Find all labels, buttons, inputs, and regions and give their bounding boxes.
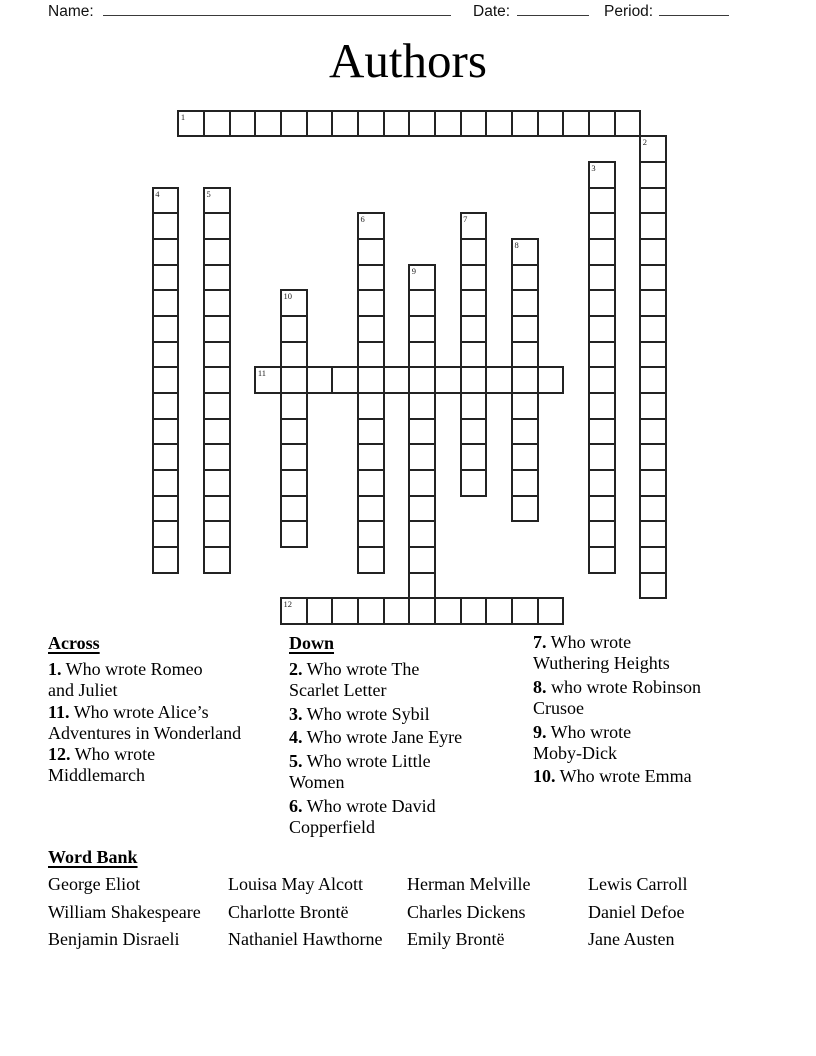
crossword-cell[interactable] xyxy=(460,469,488,497)
crossword-cell[interactable] xyxy=(537,366,565,394)
word-bank-column xyxy=(48,874,201,957)
crossword-cell[interactable] xyxy=(588,212,616,240)
crossword-cell[interactable] xyxy=(357,264,385,292)
clue-line: Women xyxy=(289,772,345,793)
clue-number-label: 4. xyxy=(289,727,303,748)
cell-number: 3 xyxy=(591,163,596,174)
cell-number: 6 xyxy=(360,214,365,225)
clue-line: and Juliet xyxy=(48,680,118,701)
clue-line: 7. Who wrote xyxy=(533,632,632,652)
crossword-cell[interactable] xyxy=(639,315,667,343)
crossword-cell[interactable] xyxy=(152,212,180,240)
word-bank-item: Benjamin Disraeli xyxy=(48,929,180,950)
crossword-cell[interactable] xyxy=(460,366,488,394)
crossword-cell[interactable] xyxy=(152,443,180,471)
crossword-cell[interactable] xyxy=(408,366,436,394)
clue-6 xyxy=(289,796,534,839)
word-bank-item: Louisa May Alcott xyxy=(228,874,363,894)
crossword-cell[interactable] xyxy=(203,315,231,343)
crossword-cell[interactable] xyxy=(280,469,308,497)
down-clues-column-2 xyxy=(533,632,778,790)
crossword-cell[interactable] xyxy=(280,110,308,138)
crossword-cell[interactable] xyxy=(203,289,231,317)
crossword-cell[interactable] xyxy=(357,418,385,446)
crossword-cell[interactable] xyxy=(434,597,462,625)
clue-number-label: 7. xyxy=(533,632,547,652)
clue-line: 8. who wrote Robinson xyxy=(533,676,701,697)
clue-line: 6. Who wrote David xyxy=(289,795,436,816)
crossword-cell[interactable] xyxy=(639,289,667,317)
word-bank-item: Daniel Defoe xyxy=(588,901,685,922)
crossword-cell[interactable] xyxy=(460,392,488,420)
cell-number: 8 xyxy=(514,240,519,250)
crossword-cell[interactable] xyxy=(203,366,231,394)
crossword-cell[interactable] xyxy=(460,110,488,138)
crossword-cell[interactable] xyxy=(639,187,667,215)
crossword-cell[interactable] xyxy=(280,597,308,625)
crossword-cell[interactable] xyxy=(203,341,231,369)
crossword-cell[interactable] xyxy=(408,341,436,369)
crossword-cell[interactable] xyxy=(639,520,667,548)
word-bank-heading: Word Bank xyxy=(48,847,138,867)
crossword-cell[interactable] xyxy=(383,110,411,138)
crossword-cell[interactable] xyxy=(511,264,539,292)
crossword-cell[interactable] xyxy=(639,135,667,163)
crossword-cell[interactable] xyxy=(485,110,513,138)
crossword-cell[interactable] xyxy=(254,110,282,138)
crossword-cell[interactable] xyxy=(254,366,282,394)
crossword-cell[interactable] xyxy=(511,366,539,394)
word-bank-item: Herman Melville xyxy=(407,874,531,894)
clue-10 xyxy=(533,766,778,787)
word-bank-item: Jane Austen xyxy=(588,929,675,950)
clue-line: 12. Who wrote xyxy=(48,744,156,765)
word-bank-item: Lewis Carroll xyxy=(588,874,688,894)
cell-number: 12 xyxy=(283,599,292,610)
crossword-cell[interactable] xyxy=(434,366,462,394)
crossword-cell[interactable] xyxy=(203,418,231,446)
word-bank-column xyxy=(407,874,530,957)
across-clue-list xyxy=(48,659,293,787)
word-bank-item: Charlotte Brontë xyxy=(228,901,349,922)
crossword-cell[interactable] xyxy=(639,264,667,292)
crossword-cell[interactable] xyxy=(152,418,180,446)
crossword-cell[interactable] xyxy=(203,495,231,523)
crossword-cell[interactable] xyxy=(357,469,385,497)
name-label: Name: xyxy=(48,3,94,20)
clue-number-label: 3. xyxy=(289,703,303,724)
crossword-cell[interactable] xyxy=(357,443,385,471)
crossword-cell[interactable] xyxy=(511,341,539,369)
crossword-cell[interactable] xyxy=(152,546,180,574)
word-bank-item: William Shakespeare xyxy=(48,901,201,922)
crossword-cell[interactable] xyxy=(460,597,488,625)
crossword-cell[interactable] xyxy=(203,264,231,292)
clue-line: Adventures in Wonderland xyxy=(48,722,242,743)
crossword-cell[interactable] xyxy=(588,366,616,394)
crossword-cell[interactable] xyxy=(639,546,667,574)
clue-line: 2. Who wrote The xyxy=(289,659,420,679)
clue-11 xyxy=(48,702,293,745)
clue-line: 1. Who wrote Romeo xyxy=(48,659,203,679)
crossword-cell[interactable] xyxy=(152,366,180,394)
crossword-cell[interactable] xyxy=(280,315,308,343)
clue-12 xyxy=(48,744,293,787)
crossword-cell[interactable] xyxy=(588,187,616,215)
crossword-cell[interactable] xyxy=(203,110,231,138)
clue-9 xyxy=(533,722,778,765)
clue-number-label: 6. xyxy=(289,795,303,816)
crossword-cell[interactable] xyxy=(331,597,359,625)
crossword-cell[interactable] xyxy=(152,520,180,548)
clue-line: Crusoe xyxy=(533,698,584,719)
crossword-cell[interactable] xyxy=(434,110,462,138)
down-clue-list-1 xyxy=(289,659,534,838)
clue-line: 9. Who wrote xyxy=(533,721,632,742)
down-heading: Down xyxy=(289,633,335,653)
crossword-cell[interactable] xyxy=(511,315,539,343)
crossword-cell[interactable] xyxy=(280,366,308,394)
crossword-cell[interactable] xyxy=(588,238,616,266)
word-bank-item: Nathaniel Hawthorne xyxy=(228,929,383,950)
crossword-cell[interactable] xyxy=(588,264,616,292)
crossword-cell[interactable] xyxy=(588,289,616,317)
cell-number: 10 xyxy=(283,291,292,302)
crossword-cell[interactable] xyxy=(306,366,334,394)
crossword-cell[interactable] xyxy=(331,110,359,138)
cell-number: 5 xyxy=(206,188,211,199)
crossword-cell[interactable] xyxy=(537,110,565,138)
cell-number: 11 xyxy=(257,368,267,379)
clue-line: 5. Who wrote Little xyxy=(289,750,431,771)
clue-line: Middlemarch xyxy=(48,765,145,786)
crossword-cell[interactable] xyxy=(408,315,436,343)
clue-8 xyxy=(533,677,778,720)
crossword-cell[interactable] xyxy=(460,238,488,266)
clue-line: Moby-Dick xyxy=(533,742,617,763)
crossword-cell[interactable] xyxy=(203,392,231,420)
word-bank-column xyxy=(228,874,382,957)
clue-line: 3. Who wrote Sybil xyxy=(289,703,430,724)
crossword-cell[interactable] xyxy=(460,418,488,446)
crossword-cell[interactable] xyxy=(639,392,667,420)
clue-3 xyxy=(289,704,534,725)
crossword-cell[interactable] xyxy=(511,597,539,625)
crossword-cell[interactable] xyxy=(408,264,436,292)
crossword-cell[interactable] xyxy=(306,110,334,138)
crossword-cell[interactable] xyxy=(357,597,385,625)
crossword-cell[interactable] xyxy=(280,418,308,446)
crossword-cell[interactable] xyxy=(152,315,180,343)
clue-line: Copperfield xyxy=(289,816,375,837)
crossword-cell[interactable] xyxy=(383,366,411,394)
crossword-cell[interactable] xyxy=(408,520,436,548)
crossword-cell[interactable] xyxy=(383,597,411,625)
crossword-cell[interactable] xyxy=(306,597,334,625)
cell-number: 7 xyxy=(463,214,468,225)
crossword-cell[interactable] xyxy=(357,546,385,574)
crossword-cell[interactable] xyxy=(614,110,642,138)
clue-number-label: 11. xyxy=(48,701,70,722)
clue-number-label: 8. xyxy=(533,676,547,697)
clue-number-label: 9. xyxy=(533,721,547,742)
crossword-cell[interactable] xyxy=(408,597,436,625)
clue-1 xyxy=(48,659,293,702)
crossword-cell[interactable] xyxy=(588,520,616,548)
crossword-cell[interactable] xyxy=(511,289,539,317)
crossword-cell[interactable] xyxy=(588,161,616,189)
crossword-cell[interactable] xyxy=(639,238,667,266)
across-heading: Across xyxy=(48,633,100,653)
crossword-cell[interactable] xyxy=(203,212,231,240)
cell-number: 4 xyxy=(155,188,160,199)
crossword-cell[interactable] xyxy=(408,546,436,574)
clue-number-label: 5. xyxy=(289,750,303,771)
crossword-cell[interactable] xyxy=(588,495,616,523)
crossword-cell[interactable] xyxy=(537,597,565,625)
crossword-cell[interactable] xyxy=(639,366,667,394)
clue-line: Wuthering Heights xyxy=(533,653,670,674)
crossword-cell[interactable] xyxy=(485,597,513,625)
crossword-cell[interactable] xyxy=(460,341,488,369)
cell-number: 2 xyxy=(642,137,647,148)
crossword-cell[interactable] xyxy=(408,418,436,446)
crossword-cell[interactable] xyxy=(357,238,385,266)
crossword-cell[interactable] xyxy=(331,366,359,394)
crossword-cell[interactable] xyxy=(639,212,667,240)
cell-number: 9 xyxy=(411,265,417,276)
crossword-cell[interactable] xyxy=(588,341,616,369)
crossword-cell[interactable] xyxy=(639,572,667,600)
crossword-cell[interactable] xyxy=(460,264,488,292)
crossword-cell[interactable] xyxy=(460,212,488,240)
crossword-cell[interactable] xyxy=(357,110,385,138)
crossword-cell[interactable] xyxy=(152,341,180,369)
crossword-cell[interactable] xyxy=(460,315,488,343)
crossword-cell[interactable] xyxy=(511,110,539,138)
crossword-cell[interactable] xyxy=(152,187,180,215)
crossword-cell[interactable] xyxy=(408,572,436,600)
crossword-cell[interactable] xyxy=(408,289,436,317)
word-bank xyxy=(48,846,796,950)
crossword-cell[interactable] xyxy=(203,187,231,215)
crossword-cell[interactable] xyxy=(152,495,180,523)
crossword-cell[interactable] xyxy=(357,392,385,420)
crossword-cell[interactable] xyxy=(357,212,385,240)
across-clues-column xyxy=(48,632,293,787)
crossword-cell[interactable] xyxy=(511,392,539,420)
crossword-cell[interactable] xyxy=(203,469,231,497)
crossword-cell[interactable] xyxy=(357,341,385,369)
clue-line: 10. Who wrote Emma xyxy=(533,766,692,787)
crossword-cell[interactable] xyxy=(562,110,590,138)
clue-number-label: 1. xyxy=(48,659,62,679)
crossword-cell[interactable] xyxy=(280,520,308,548)
crossword-cell[interactable] xyxy=(588,443,616,471)
word-bank-item: Emily Brontë xyxy=(407,929,505,950)
crossword-cell[interactable] xyxy=(152,469,180,497)
crossword-cell[interactable] xyxy=(639,469,667,497)
crossword-cell[interactable] xyxy=(152,238,180,266)
crossword-cell[interactable] xyxy=(203,238,231,266)
down-clues-column-1 xyxy=(289,632,534,840)
crossword-cell[interactable] xyxy=(588,469,616,497)
crossword-cell[interactable] xyxy=(203,443,231,471)
crossword-cell[interactable] xyxy=(280,495,308,523)
crossword-cell[interactable] xyxy=(357,289,385,317)
crossword-cell[interactable] xyxy=(357,520,385,548)
clue-number-label: 10. xyxy=(533,766,556,787)
crossword-cell[interactable] xyxy=(177,110,205,138)
crossword-cell[interactable] xyxy=(280,392,308,420)
crossword-cell[interactable] xyxy=(511,418,539,446)
crossword-cell[interactable] xyxy=(357,495,385,523)
crossword-cell[interactable] xyxy=(511,469,539,497)
crossword-cell[interactable] xyxy=(357,315,385,343)
crossword-cell[interactable] xyxy=(408,110,436,138)
crossword-cell[interactable] xyxy=(280,341,308,369)
crossword-cell[interactable] xyxy=(280,289,308,317)
worksheet-title: Authors xyxy=(329,33,487,88)
clue-line: 11. Who wrote Alice’s xyxy=(48,701,209,722)
cell-number: 1 xyxy=(180,111,186,122)
clue-7 xyxy=(533,632,778,675)
clue-4 xyxy=(289,727,534,748)
crossword-cell[interactable] xyxy=(588,392,616,420)
crossword-cell[interactable] xyxy=(152,264,180,292)
clue-line: 4. Who wrote Jane Eyre xyxy=(289,727,463,748)
crossword-cell[interactable] xyxy=(588,418,616,446)
clue-2 xyxy=(289,659,534,702)
crossword-cell[interactable] xyxy=(152,392,180,420)
clue-5 xyxy=(289,751,534,794)
crossword-cell[interactable] xyxy=(639,495,667,523)
clue-number-label: 12. xyxy=(48,744,71,765)
crossword-cell[interactable] xyxy=(229,110,257,138)
word-bank-item: George Eliot xyxy=(48,874,141,894)
crossword-cell[interactable] xyxy=(511,238,539,266)
period-label: Period: xyxy=(604,3,654,20)
clue-number-label: 2. xyxy=(289,659,303,679)
date-label: Date: xyxy=(473,3,511,20)
crossword-cell[interactable] xyxy=(511,443,539,471)
crossword-cell[interactable] xyxy=(408,469,436,497)
clue-line: Scarlet Letter xyxy=(289,680,387,701)
crossword-cell[interactable] xyxy=(203,546,231,574)
crossword-cell[interactable] xyxy=(408,495,436,523)
crossword-cell[interactable] xyxy=(357,366,385,394)
crossword-cell[interactable] xyxy=(460,443,488,471)
crossword-cell[interactable] xyxy=(485,366,513,394)
crossword-cell[interactable] xyxy=(460,289,488,317)
crossword-cell[interactable] xyxy=(408,443,436,471)
word-bank-item: Charles Dickens xyxy=(407,901,526,922)
crossword-cell[interactable] xyxy=(203,520,231,548)
crossword-cell[interactable] xyxy=(511,495,539,523)
crossword-cell[interactable] xyxy=(588,110,616,138)
word-bank-column xyxy=(588,874,687,957)
crossword-cell[interactable] xyxy=(588,315,616,343)
crossword-cell[interactable] xyxy=(639,161,667,189)
crossword-cell[interactable] xyxy=(408,392,436,420)
crossword-cell[interactable] xyxy=(152,289,180,317)
crossword-cell[interactable] xyxy=(639,418,667,446)
down-clue-list-2 xyxy=(533,632,778,788)
crossword-cell[interactable] xyxy=(280,443,308,471)
crossword-cell[interactable] xyxy=(639,443,667,471)
crossword-cell[interactable] xyxy=(588,546,616,574)
crossword-cell[interactable] xyxy=(639,341,667,369)
